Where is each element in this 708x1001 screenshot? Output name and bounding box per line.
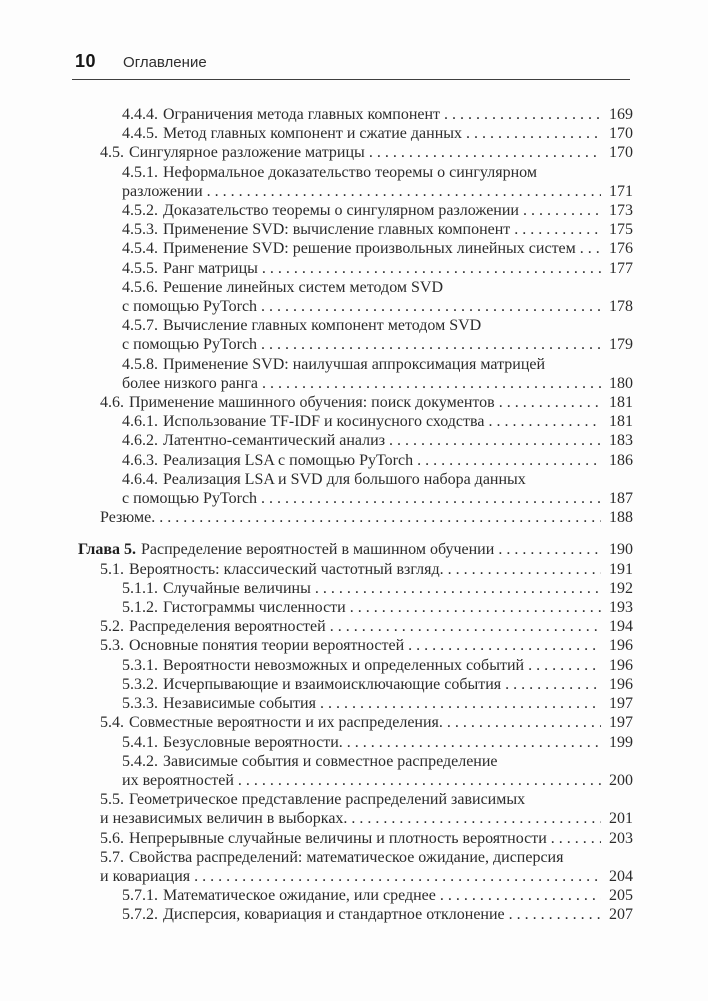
toc-entry-line <box>122 675 633 694</box>
toc-entry-line <box>122 694 633 713</box>
entry-number: 5.4. <box>100 714 124 732</box>
entry-title-continuation: и независимых величин в выборках. <box>100 810 348 828</box>
entry-page: 205 <box>609 887 633 905</box>
toc-entry <box>72 656 633 675</box>
toc-entry-continuation-line <box>100 809 633 828</box>
entry-number: 4.6.1. <box>122 413 158 431</box>
entry-page: 204 <box>609 867 633 885</box>
entry-page: 196 <box>609 656 633 674</box>
entry-title: Ограничения метода главных компонент <box>163 106 441 123</box>
entry-page: 187 <box>609 490 633 508</box>
toc-entry <box>72 790 633 828</box>
entry-title: Ранг матрицы <box>163 259 258 277</box>
entry-title: Основные понятия теории вероятностей <box>129 637 405 655</box>
entry-page: 181 <box>609 413 633 431</box>
dot-leader <box>551 829 601 848</box>
entry-title: Распределения вероятностей <box>129 618 326 636</box>
entry-title: Сингулярное разложение матрицы <box>129 144 365 162</box>
entry-title-continuation: с помощью PyTorch <box>122 298 258 316</box>
toc-entry-line <box>122 905 633 924</box>
entry-title: Геометрическое представление распределений зависимых <box>129 791 526 809</box>
toc-entry-line <box>122 451 633 470</box>
dot-leader <box>262 259 601 278</box>
toc-entry-line <box>100 829 633 848</box>
toc-entry-line <box>100 508 633 527</box>
toc-entry-line <box>122 259 633 278</box>
toc-entry-line <box>100 393 633 412</box>
entry-title-continuation: их вероятностей <box>122 771 234 789</box>
toc-entry-continuation-line <box>122 297 633 316</box>
entry-number: 4.6.3. <box>122 451 158 469</box>
entry-page: 180 <box>609 374 633 392</box>
entry-title: Доказательство теоремы о сингулярном разложении <box>163 202 519 220</box>
toc-entry-line <box>122 431 633 450</box>
entry-title: Безусловные вероятности. <box>163 733 343 751</box>
entry-number: 5.1. <box>100 560 124 578</box>
dot-leader <box>514 220 601 239</box>
toc-entry-line <box>122 355 633 374</box>
entry-page: 181 <box>609 394 633 412</box>
toc-entry <box>72 412 633 431</box>
entry-title: Резюме. <box>100 509 156 527</box>
entry-number: 4.5.2. <box>122 202 158 220</box>
dot-leader <box>320 694 601 713</box>
entry-title: Вероятность: классический частотный взгляд. <box>129 560 444 578</box>
entry-number: 4.5.3. <box>122 221 158 239</box>
entry-title: Совместные вероятности и их распределения. <box>129 714 443 732</box>
entry-page: 194 <box>609 618 633 636</box>
toc-entry <box>72 124 633 143</box>
entry-title: Дисперсия, ковариация и стандартное отклонение <box>163 906 505 924</box>
dot-leader <box>528 656 601 675</box>
toc-entry <box>72 694 633 713</box>
entry-page: 200 <box>609 771 633 789</box>
entry-page: 177 <box>609 259 633 277</box>
entry-title: Реализация LSA с помощью PyTorch <box>163 451 414 469</box>
entry-title: Свойства распределений: математическое ожидание, дисперсия <box>129 848 564 866</box>
entry-page: 186 <box>609 451 633 469</box>
dot-leader <box>417 451 601 470</box>
entry-title: Латентно-семантический анализ <box>163 432 386 450</box>
entry-page: 179 <box>609 336 633 354</box>
toc-entry <box>72 752 633 790</box>
dot-leader <box>262 374 601 393</box>
toc-entry-continuation-line <box>122 182 633 201</box>
entry-page: 173 <box>609 202 633 220</box>
toc-entry-line <box>100 790 633 809</box>
entry-number: 4.4.4. <box>122 106 158 123</box>
entry-page: 170 <box>609 125 633 143</box>
toc-entry-line <box>122 886 633 905</box>
toc-entry-line <box>122 733 633 752</box>
toc-entry <box>72 617 633 636</box>
entry-title: Независимые события <box>163 695 316 713</box>
toc-entry-line <box>122 278 633 297</box>
entry-page: 207 <box>609 906 633 924</box>
entry-number: 5.4.1. <box>122 733 158 751</box>
toc-entry <box>72 579 633 598</box>
toc-entry <box>72 560 633 579</box>
entry-page: 191 <box>609 560 633 578</box>
entry-title: Математическое ожидание, или среднее <box>163 887 436 905</box>
entry-title: Распределение вероятностей в машинном обучении <box>141 541 495 559</box>
dot-leader <box>194 867 601 886</box>
toc-entry-line <box>100 713 633 732</box>
dot-leader <box>347 733 601 752</box>
toc-entry-continuation-line <box>100 867 633 886</box>
toc-entry <box>72 451 633 470</box>
entry-page: 199 <box>609 733 633 751</box>
toc-entry-line <box>122 579 633 598</box>
toc-entry <box>72 886 633 905</box>
toc-entry <box>72 636 633 655</box>
toc-entry-line <box>122 470 633 489</box>
entry-title: Реализация LSA и SVD для большого набора данных <box>163 470 526 488</box>
entry-page: 170 <box>609 144 633 162</box>
entry-number: 4.5.5. <box>122 259 158 277</box>
toc-entry <box>72 355 633 393</box>
entry-title-continuation: и ковариация <box>100 867 191 885</box>
toc-entry <box>72 675 633 694</box>
dot-leader <box>444 105 601 124</box>
toc-entry-line <box>122 412 633 431</box>
toc-entry-continuation-line <box>122 489 633 508</box>
running-title: Оглавление <box>123 54 207 71</box>
toc-entry <box>72 905 633 924</box>
toc-entry <box>72 220 633 239</box>
toc-entry <box>72 163 633 201</box>
entry-page: 176 <box>609 240 633 258</box>
entry-page: 175 <box>609 221 633 239</box>
entry-title: Решение линейных систем методом SVD <box>163 278 444 296</box>
dot-leader <box>330 617 601 636</box>
entry-page: 190 <box>609 541 633 559</box>
entry-title: Зависимые события и совместное распределение <box>163 752 498 770</box>
dot-leader <box>488 412 601 431</box>
entry-number: 5.7.1. <box>122 887 158 905</box>
entry-title: Применение SVD: наилучшая аппроксимация матрицей <box>163 355 546 373</box>
dot-leader <box>447 713 601 732</box>
toc-entry-continuation-line <box>122 335 633 354</box>
entry-title-continuation: с помощью PyTorch <box>122 490 258 508</box>
entry-number: 4.5.8. <box>122 355 158 373</box>
entry-number: 4.5.4. <box>122 240 158 258</box>
entry-number: 4.4.5. <box>122 125 158 143</box>
entry-number: 4.6.4. <box>122 470 158 488</box>
dot-leader <box>505 675 601 694</box>
toc-entry <box>72 316 633 354</box>
entry-page: 196 <box>609 675 633 693</box>
entry-number: 5.6. <box>100 829 124 847</box>
toc-entry <box>72 105 633 124</box>
entry-title-continuation: более низкого ранга <box>122 374 259 392</box>
toc-entry <box>72 239 633 258</box>
toc-list <box>72 105 633 925</box>
toc-entry-line <box>122 752 633 771</box>
entry-page: 192 <box>609 579 633 597</box>
toc-entry <box>72 470 633 508</box>
dot-leader <box>351 809 601 828</box>
dot-leader <box>498 540 601 559</box>
page-header <box>72 51 630 80</box>
toc-entry-line <box>100 617 633 636</box>
entry-title: Исчерпывающие и взаимоисключающие события <box>163 675 502 693</box>
dot-leader <box>408 636 601 655</box>
entry-title: Использование TF-IDF и косинусного сходства <box>163 413 485 431</box>
toc-entry-line <box>122 656 633 675</box>
dot-leader <box>159 508 601 527</box>
dot-leader <box>261 335 601 354</box>
entry-page: 197 <box>609 695 633 713</box>
entry-number: 5.4.2. <box>122 752 158 770</box>
entry-number: 5.7. <box>100 848 124 866</box>
entry-page: 193 <box>609 599 633 617</box>
dot-leader <box>389 431 601 450</box>
toc-entry-line <box>122 239 633 258</box>
entry-number: 4.6.2. <box>122 432 158 450</box>
toc-entry-line <box>100 143 633 162</box>
dot-leader <box>448 560 601 579</box>
dot-leader <box>261 489 601 508</box>
toc-entry-line <box>100 848 633 867</box>
dot-leader <box>350 598 601 617</box>
entry-title: Вероятности невозможных и определенных событий <box>163 656 525 674</box>
toc-entry <box>72 201 633 220</box>
entry-number: Глава 5. <box>78 541 136 559</box>
entry-title: Применение машинного обучения: поиск документов <box>129 394 495 412</box>
toc-entry-line <box>122 201 633 220</box>
toc-entry-line <box>122 163 633 182</box>
toc-entry <box>72 733 633 752</box>
entry-number: 5.7.2. <box>122 906 158 924</box>
dot-leader <box>369 143 601 162</box>
toc-entry-line <box>100 560 633 579</box>
entry-title: Непрерывные случайные величины и плотность вероятности <box>129 829 547 847</box>
toc-entry-line <box>122 598 633 617</box>
toc-entry-line <box>78 540 633 559</box>
entry-number: 4.6. <box>100 394 124 412</box>
entry-page: 188 <box>609 509 633 527</box>
entry-title-continuation: с помощью PyTorch <box>122 336 258 354</box>
entry-page: 178 <box>609 298 633 316</box>
toc-entry <box>72 259 633 278</box>
entry-page: 203 <box>609 829 633 847</box>
toc-entry-line <box>122 124 633 143</box>
toc-entry <box>72 713 633 732</box>
toc-entry <box>72 278 633 316</box>
entry-title: Неформальное доказательство теоремы о сингулярном <box>163 163 537 181</box>
dot-leader <box>238 771 601 790</box>
entry-title: Применение SVD: вычисление главных компонент <box>163 221 511 239</box>
entry-title: Вычисление главных компонент методом SVD <box>163 317 482 335</box>
entry-number: 5.2. <box>100 618 124 636</box>
toc-entry <box>72 598 633 617</box>
toc-entry <box>72 143 633 162</box>
entry-number: 5.3.2. <box>122 675 158 693</box>
toc-entry <box>72 848 633 886</box>
dot-leader <box>523 201 601 220</box>
dot-leader <box>509 905 601 924</box>
entry-number: 4.5.7. <box>122 317 158 335</box>
toc-entry <box>72 508 633 527</box>
entry-number: 5.3.1. <box>122 656 158 674</box>
entry-number: 4.5.6. <box>122 278 158 296</box>
entry-number: 4.5. <box>100 144 124 162</box>
entry-number: 5.1.2. <box>122 599 158 617</box>
toc-entry-continuation-line <box>122 374 633 393</box>
entry-page: 201 <box>609 810 633 828</box>
entry-page: 196 <box>609 637 633 655</box>
entry-number: 5.1.1. <box>122 579 158 597</box>
dot-leader <box>261 297 601 316</box>
entry-page: 197 <box>609 714 633 732</box>
toc-entry-line <box>122 220 633 239</box>
entry-number: 5.5. <box>100 791 124 809</box>
dot-leader <box>315 579 601 598</box>
toc-entry-line <box>100 636 633 655</box>
entry-number: 4.5.1. <box>122 163 158 181</box>
dot-leader <box>207 182 601 201</box>
entry-title: Применение SVD: решение произвольных линейных систем <box>163 240 576 258</box>
entry-title: Случайные величины <box>163 579 311 597</box>
entry-page: 183 <box>609 432 633 450</box>
dot-leader <box>580 239 601 258</box>
toc-entry-line <box>122 105 633 124</box>
entry-number: 5.3. <box>100 637 124 655</box>
entry-number: 5.3.3. <box>122 695 158 713</box>
dot-leader <box>466 124 601 143</box>
entry-page: 169 <box>609 106 633 123</box>
dot-leader <box>499 393 601 412</box>
toc-entry-line <box>122 316 633 335</box>
entry-page: 171 <box>609 182 633 200</box>
toc-entry-continuation-line <box>122 771 633 790</box>
toc-entry <box>72 393 633 412</box>
entry-title: Гистограммы численности <box>163 599 346 617</box>
toc-entry <box>72 829 633 848</box>
toc-entry <box>72 431 633 450</box>
entry-title: Метод главных компонент и сжатие данных <box>163 125 463 143</box>
dot-leader <box>440 886 601 905</box>
toc-entry <box>72 540 633 559</box>
entry-title-continuation: разложении <box>122 182 203 200</box>
page-number: 10 <box>75 51 97 71</box>
